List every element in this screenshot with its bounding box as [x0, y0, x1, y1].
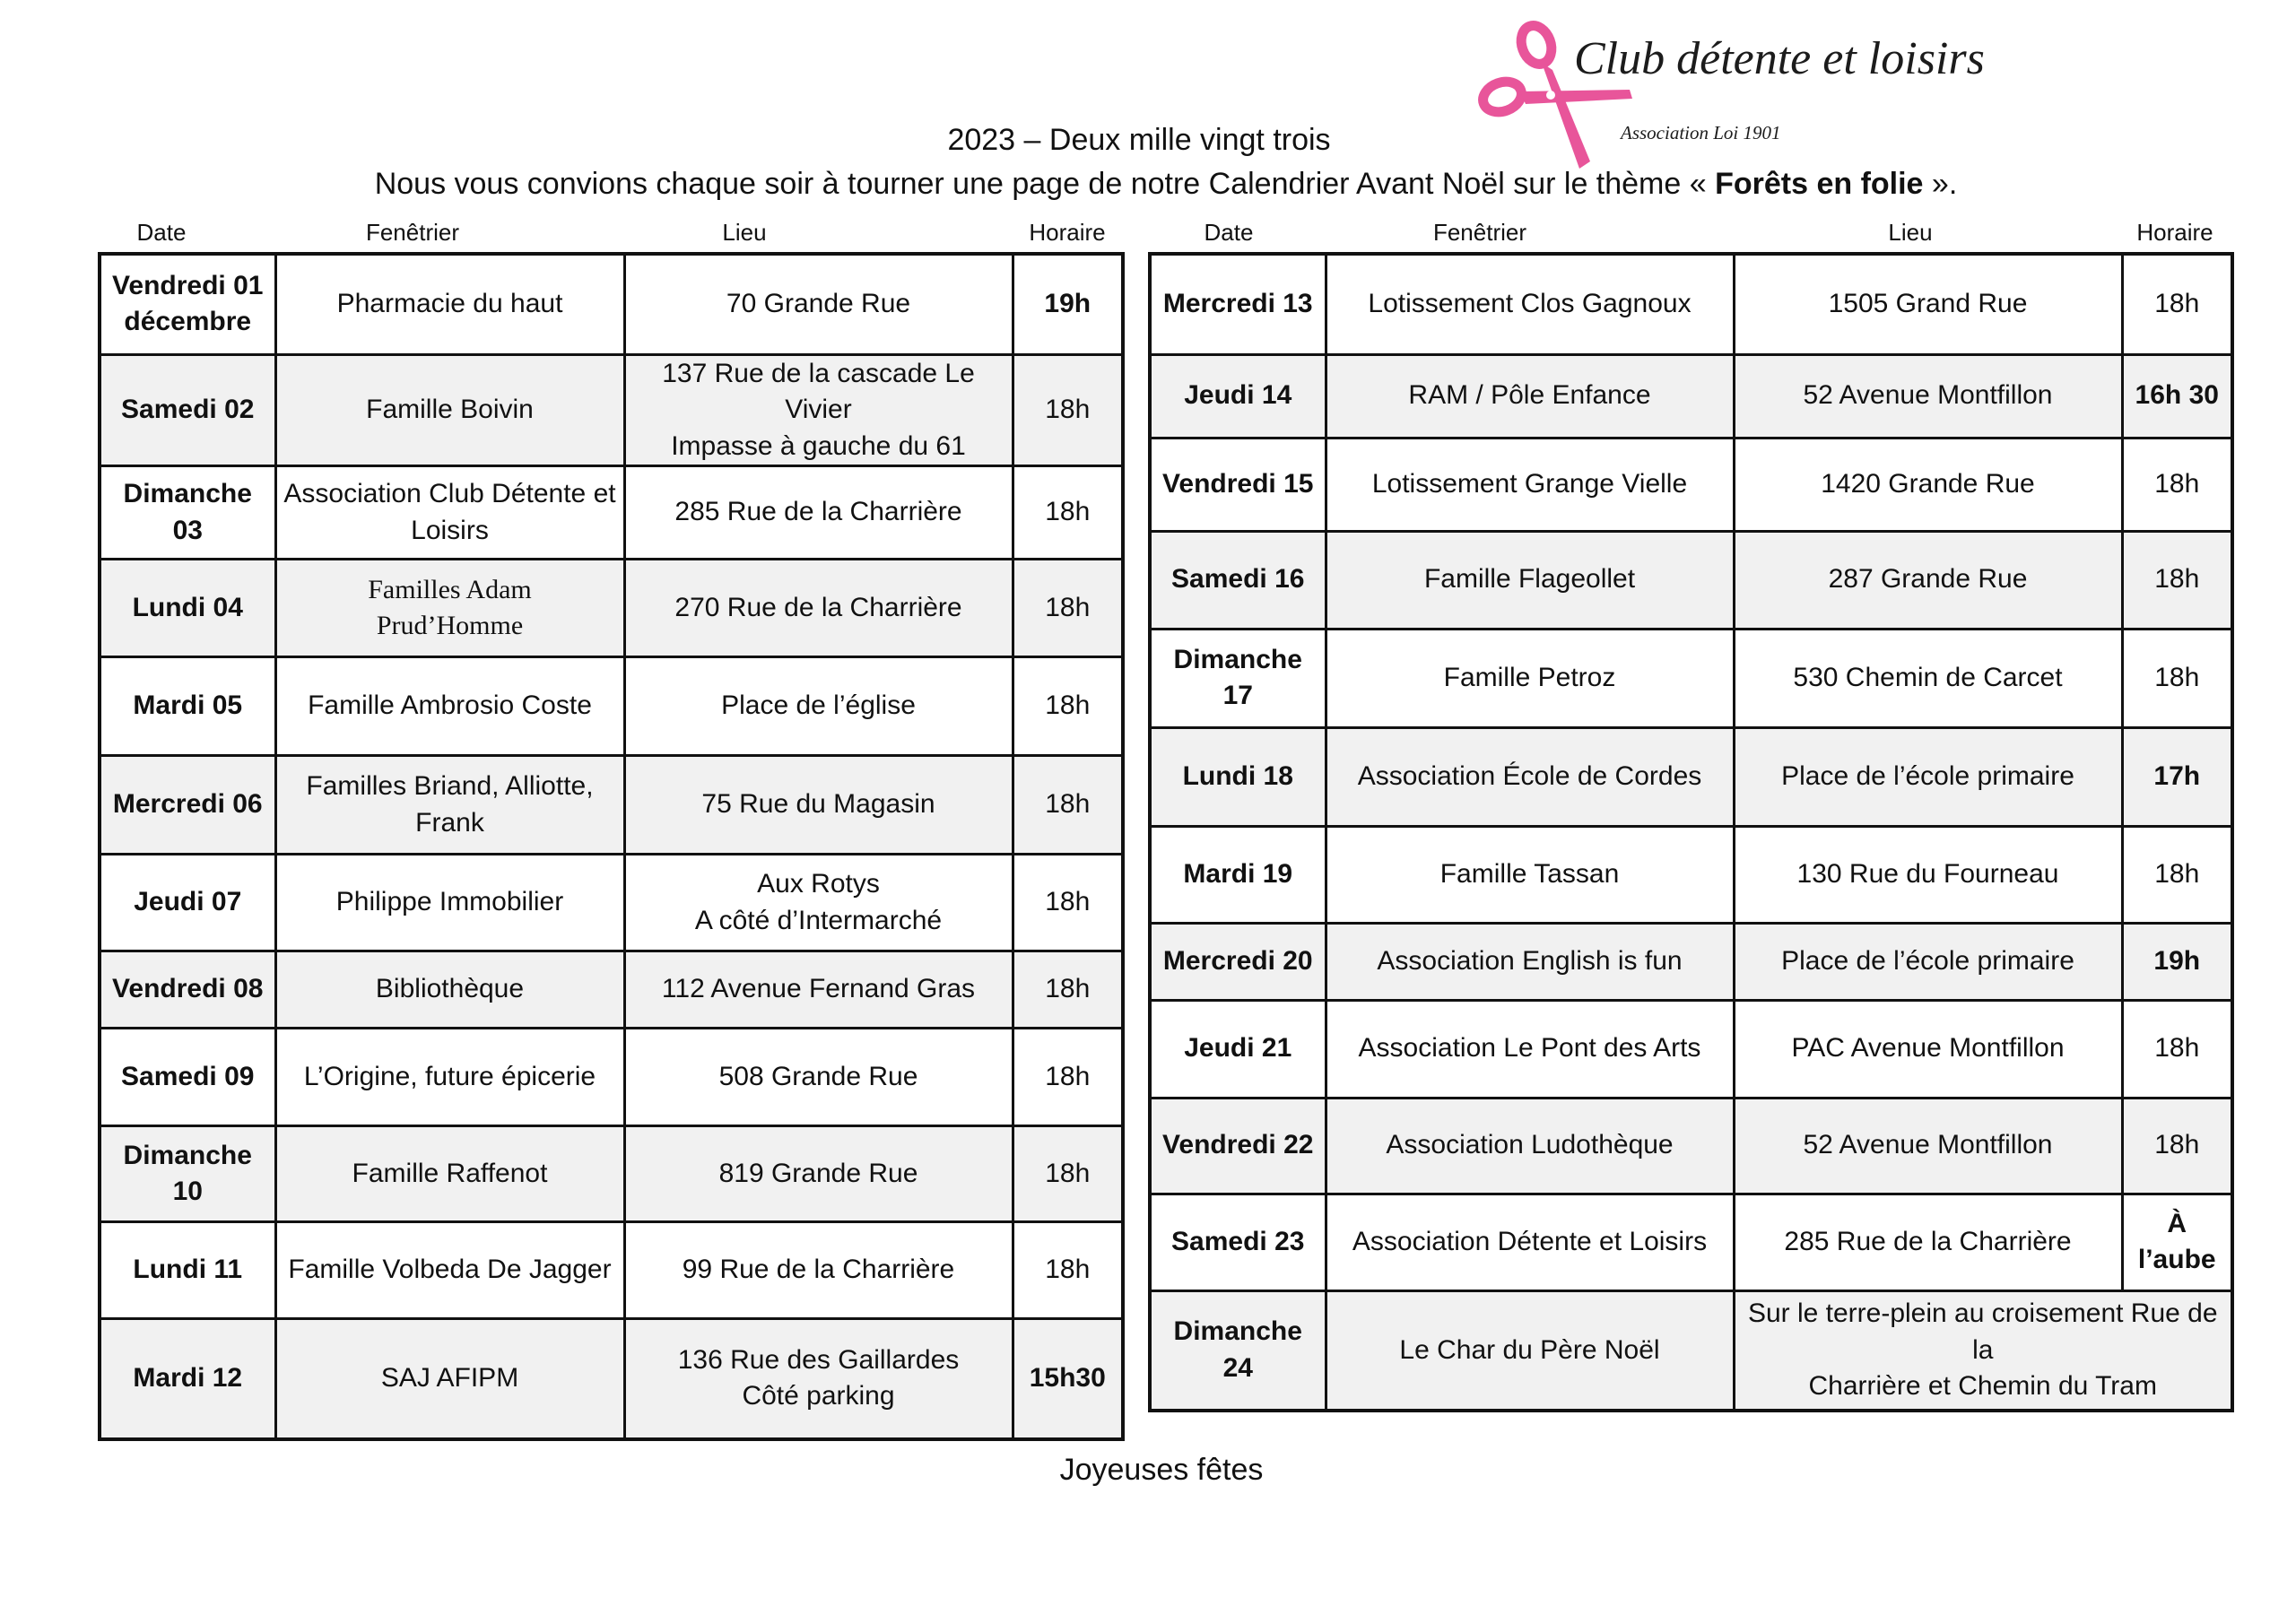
date-cell-line: Lundi 04	[132, 592, 243, 622]
window-cell-line: Association Détente et Loisirs	[1352, 1226, 1708, 1256]
place-cell	[1734, 438, 2122, 531]
left-row	[100, 1126, 1123, 1222]
window-cell	[1326, 354, 1734, 438]
window-cell-line: Association École de Cordes	[1357, 760, 1702, 791]
date-cell	[100, 466, 275, 560]
calendar-table-right	[1148, 252, 2234, 1412]
window-cell	[275, 1029, 624, 1126]
time-cell: 18h	[2122, 531, 2232, 629]
window-cell-line: Association Le Pont des Arts	[1358, 1033, 1701, 1064]
invitation-end: ».	[1923, 167, 1958, 201]
window-cell	[275, 1126, 624, 1222]
date-cell	[1150, 1000, 1326, 1098]
window-cell	[1326, 1000, 1734, 1098]
window-cell	[1326, 438, 1734, 531]
left-row	[100, 1319, 1123, 1439]
place-cell	[624, 1222, 1013, 1319]
window-cell	[1326, 1098, 1734, 1194]
left-row	[100, 951, 1123, 1029]
place-cell-line: 285 Rue de la Charrière	[1784, 1226, 2072, 1256]
window-cell	[275, 466, 624, 560]
window-cell	[275, 951, 624, 1029]
place-cell-line: Côté parking	[742, 1381, 895, 1411]
window-cell-line: Association English is fun	[1377, 945, 1683, 976]
place-cell-line: A côté d’Intermarché	[694, 905, 943, 935]
time-cell: 18h	[2122, 629, 2232, 727]
date-cell	[100, 1029, 275, 1126]
date-cell	[100, 560, 275, 657]
window-cell-line: Famille Ambrosio Coste	[308, 690, 592, 721]
date-cell-line: Vendredi 08	[112, 974, 264, 1004]
place-cell	[1734, 727, 2122, 826]
date-cell-line: Dimanche 17	[1173, 644, 1302, 710]
date-cell-line: Mardi 05	[133, 690, 243, 721]
time-cell: 18h	[1013, 951, 1123, 1029]
heading-year: 2023 – Deux mille vingt trois	[947, 123, 1331, 157]
time-cell: 17h	[2122, 727, 2232, 826]
window-cell	[275, 560, 624, 657]
right-row	[1150, 1000, 2232, 1098]
place-cell-line: 137 Rue de la cascade Le Vivier	[662, 358, 975, 424]
window-cell-line: RAM / Pôle Enfance	[1408, 380, 1651, 411]
window-cell	[1326, 1194, 1734, 1290]
window-cell	[1326, 1290, 1734, 1411]
window-cell-line: Le Char du Père Noël	[1399, 1334, 1660, 1365]
date-cell	[1150, 531, 1326, 629]
place-cell-line: Place de l’école primaire	[1781, 760, 2074, 791]
right-row	[1150, 254, 2232, 354]
date-cell-line: Vendredi 22	[1162, 1130, 1314, 1160]
window-cell	[1326, 727, 1734, 826]
time-cell: 19h	[2122, 923, 2232, 1000]
window-cell-line: Association Club Détente et	[283, 479, 616, 508]
theme-name: Forêts en folie	[1715, 167, 1924, 201]
time-cell: 18h	[1013, 560, 1123, 657]
left-row	[100, 1029, 1123, 1126]
left-row	[100, 855, 1123, 951]
window-cell-line: Famille Tassan	[1439, 858, 1620, 889]
date-cell-line: Jeudi 21	[1184, 1033, 1292, 1064]
date-cell-line: Mardi 12	[133, 1363, 243, 1393]
right-col-time: Horaire	[2136, 219, 2213, 246]
date-cell	[100, 1126, 275, 1222]
place-cell	[1734, 1098, 2122, 1194]
time-cell: 18h	[1013, 1126, 1123, 1222]
time-cell: 18h	[1013, 855, 1123, 951]
place-cell-line: 1420 Grande Rue	[1821, 468, 2035, 499]
place-cell	[624, 756, 1013, 855]
place-cell-line: PAC Avenue Montfillon	[1791, 1033, 2065, 1064]
place-cell	[624, 254, 1013, 354]
place-cell	[1734, 629, 2122, 727]
place-cell-line: Impasse à gauche du 61	[671, 430, 966, 461]
right-row	[1150, 727, 2232, 826]
right-row	[1150, 1098, 2232, 1194]
place-cell-line: Charrière et Chemin du Tram	[1808, 1371, 2157, 1401]
time-cell: 18h	[1013, 756, 1123, 855]
time-cell: 15h30	[1013, 1319, 1123, 1439]
footer-greeting: Joyeuses fêtes	[1059, 1453, 1264, 1487]
invitation-text: Nous vous convions chaque soir à tourner une page de notre Calendrier Avant Noël sur le thème «	[374, 167, 1716, 201]
place-cell	[624, 1319, 1013, 1439]
window-cell	[1326, 531, 1734, 629]
time-cell: 18h	[2122, 826, 2232, 923]
place-cell	[624, 951, 1013, 1029]
window-cell	[1326, 826, 1734, 923]
date-cell	[100, 855, 275, 951]
place-cell-line: 819 Grande Rue	[718, 1158, 918, 1188]
date-cell	[1150, 923, 1326, 1000]
window-cell	[275, 756, 624, 855]
date-cell-line: Vendredi 15	[1162, 468, 1314, 499]
place-cell-line: Aux Rotys	[757, 869, 880, 899]
date-cell-line: Mercredi 06	[112, 789, 263, 820]
window-cell-line: Famille Flageollet	[1423, 564, 1636, 595]
time-cell: 18h	[2122, 1098, 2232, 1194]
date-cell-line: Samedi 02	[121, 395, 255, 424]
place-cell	[624, 560, 1013, 657]
place-cell	[1734, 354, 2122, 438]
time-cell: 18h	[2122, 254, 2232, 354]
window-cell-line: Famille Petroz	[1443, 662, 1616, 692]
window-cell-line: Lotissement Grange Vielle	[1371, 468, 1688, 499]
time-cell: 18h	[2122, 438, 2232, 531]
right-row	[1150, 531, 2232, 629]
date-cell-line: Lundi 18	[1182, 760, 1293, 791]
place-cell-line: 1505 Grand Rue	[1828, 289, 2028, 318]
place-cell-line: 530 Chemin de Carcet	[1793, 662, 2063, 692]
date-cell-line: Dimanche 03	[123, 479, 252, 545]
window-cell-line: Philippe Immobilier	[335, 887, 564, 917]
date-cell-line: Samedi 23	[1171, 1226, 1305, 1256]
place-cell	[624, 354, 1013, 466]
time-cell: 18h	[1013, 1222, 1123, 1319]
window-cell-line: SAJ AFIPM	[380, 1363, 519, 1393]
place-cell-line: 130 Rue du Fourneau	[1796, 858, 2059, 889]
window-cell	[1326, 923, 1734, 1000]
window-cell	[1326, 254, 1734, 354]
right-row	[1150, 354, 2232, 438]
date-cell	[1150, 354, 1326, 438]
window-cell-line: Familles Adam	[368, 574, 532, 604]
right-col-date: Date	[1204, 219, 1254, 246]
date-cell	[1150, 1194, 1326, 1290]
window-cell-line: Famille Boivin	[366, 395, 534, 424]
date-cell	[1150, 629, 1326, 727]
right-row	[1150, 826, 2232, 923]
place-cell	[1734, 923, 2122, 1000]
window-cell	[275, 354, 624, 466]
date-cell	[1150, 727, 1326, 826]
date-cell	[1150, 438, 1326, 531]
date-cell	[100, 254, 275, 354]
place-cell	[1734, 531, 2122, 629]
place-cell-line: 52 Avenue Montfillon	[1803, 1130, 2053, 1160]
logo-title: Club détente et loisirs	[1574, 33, 1985, 84]
window-cell-line: Prud’Homme	[376, 611, 524, 640]
date-cell-line: décembre	[124, 307, 252, 337]
left-row	[100, 756, 1123, 855]
window-cell-line: Frank	[415, 807, 484, 838]
date-cell-line: Jeudi 14	[1184, 380, 1292, 411]
date-cell	[100, 657, 275, 756]
date-cell-line: Jeudi 07	[134, 887, 242, 917]
window-cell-line: Bibliothèque	[375, 974, 525, 1004]
right-col-place: Lieu	[1888, 219, 1933, 246]
right-row	[1150, 1194, 2232, 1290]
right-row	[1150, 923, 2232, 1000]
place-cell-line: 112 Avenue Fernand Gras	[661, 974, 976, 1004]
left-row	[100, 657, 1123, 756]
window-cell	[275, 657, 624, 756]
place-cell	[1734, 1194, 2122, 1290]
date-cell-line: Mardi 19	[1183, 858, 1293, 889]
left-row	[100, 1222, 1123, 1319]
place-cell-line: Sur le terre-plein au croisement Rue de la	[1747, 1298, 2218, 1365]
place-cell-line: 70 Grande Rue	[726, 289, 911, 318]
window-cell	[275, 1319, 624, 1439]
left-col-place: Lieu	[722, 219, 767, 246]
date-cell	[1150, 254, 1326, 354]
calendar-table-left	[98, 252, 1125, 1441]
place-cell	[624, 1029, 1013, 1126]
place-cell	[624, 466, 1013, 560]
place-cell	[624, 1126, 1013, 1222]
place-cell-line: 270 Rue de la Charrière	[674, 592, 962, 622]
place-cell-line: 285 Rue de la Charrière	[674, 497, 962, 527]
window-cell-line: Famille Volbeda De Jagger	[288, 1255, 612, 1285]
place-cell-line: 52 Avenue Montfillon	[1803, 380, 2053, 411]
window-cell-line: Association Ludothèque	[1386, 1130, 1674, 1160]
date-cell	[100, 1222, 275, 1319]
window-cell	[275, 855, 624, 951]
date-cell-line: Vendredi 01	[112, 270, 264, 300]
place-cell	[1734, 254, 2122, 354]
place-cell	[1734, 826, 2122, 923]
place-cell	[1734, 1290, 2232, 1411]
time-cell: 19h	[1013, 254, 1123, 354]
time-cell: 18h	[1013, 657, 1123, 756]
place-cell-line: Place de l’école primaire	[1781, 945, 2074, 976]
left-row	[100, 254, 1123, 354]
place-cell-line: Place de l’église	[721, 690, 916, 721]
date-cell	[1150, 826, 1326, 923]
logo-subtitle: Association Loi 1901	[1621, 122, 1781, 143]
left-row	[100, 466, 1123, 560]
right-col-window: Fenêtrier	[1432, 219, 1527, 246]
date-cell-line: Mercredi 20	[1162, 945, 1313, 976]
date-cell	[1150, 1290, 1326, 1411]
window-cell-line: L’Origine, future épicerie	[303, 1061, 596, 1091]
date-cell	[1150, 1098, 1326, 1194]
place-cell-line: 508 Grande Rue	[718, 1061, 918, 1091]
left-col-window: Fenêtrier	[365, 219, 460, 246]
date-cell-line: Samedi 09	[121, 1061, 255, 1091]
place-cell-line: 99 Rue de la Charrière	[682, 1255, 955, 1285]
time-cell: 18h	[1013, 466, 1123, 560]
place-cell-line: 75 Rue du Magasin	[701, 789, 935, 820]
date-cell	[100, 354, 275, 466]
window-cell	[275, 254, 624, 354]
date-cell-line: Dimanche 10	[123, 1140, 252, 1206]
window-cell-line: Familles Briand, Alliotte,	[306, 771, 594, 801]
left-row	[100, 354, 1123, 466]
time-cell: 18h	[1013, 1029, 1123, 1126]
time-cell: 16h 30	[2122, 354, 2232, 438]
left-row	[100, 560, 1123, 657]
window-cell-line: Lotissement Clos Gagnoux	[1368, 289, 1692, 318]
date-cell	[100, 951, 275, 1029]
place-cell	[624, 855, 1013, 951]
right-row	[1150, 1290, 2232, 1411]
time-cell: À l’aube	[2122, 1194, 2232, 1290]
window-cell-line: Pharmacie du haut	[336, 289, 563, 318]
left-col-time: Horaire	[1029, 219, 1106, 246]
time-cell: 18h	[1013, 354, 1123, 466]
heading-invitation	[18, 167, 2296, 202]
left-col-date: Date	[136, 219, 187, 246]
time-cell: 18h	[2122, 1000, 2232, 1098]
place-cell-line: 287 Grande Rue	[1828, 564, 2028, 595]
date-cell-line: Dimanche 24	[1173, 1316, 1302, 1383]
window-cell-line: Loisirs	[411, 515, 489, 545]
date-cell-line: Mercredi 13	[1162, 289, 1313, 318]
place-cell	[1734, 1000, 2122, 1098]
window-cell	[1326, 629, 1734, 727]
right-row	[1150, 438, 2232, 531]
date-cell	[100, 1319, 275, 1439]
place-cell	[624, 657, 1013, 756]
right-row	[1150, 629, 2232, 727]
window-cell	[275, 1222, 624, 1319]
window-cell-line: Famille Raffenot	[352, 1158, 548, 1188]
date-cell-line: Lundi 11	[133, 1255, 243, 1285]
date-cell-line: Samedi 16	[1171, 564, 1305, 595]
place-cell-line: 136 Rue des Gaillardes	[677, 1344, 960, 1375]
date-cell	[100, 756, 275, 855]
